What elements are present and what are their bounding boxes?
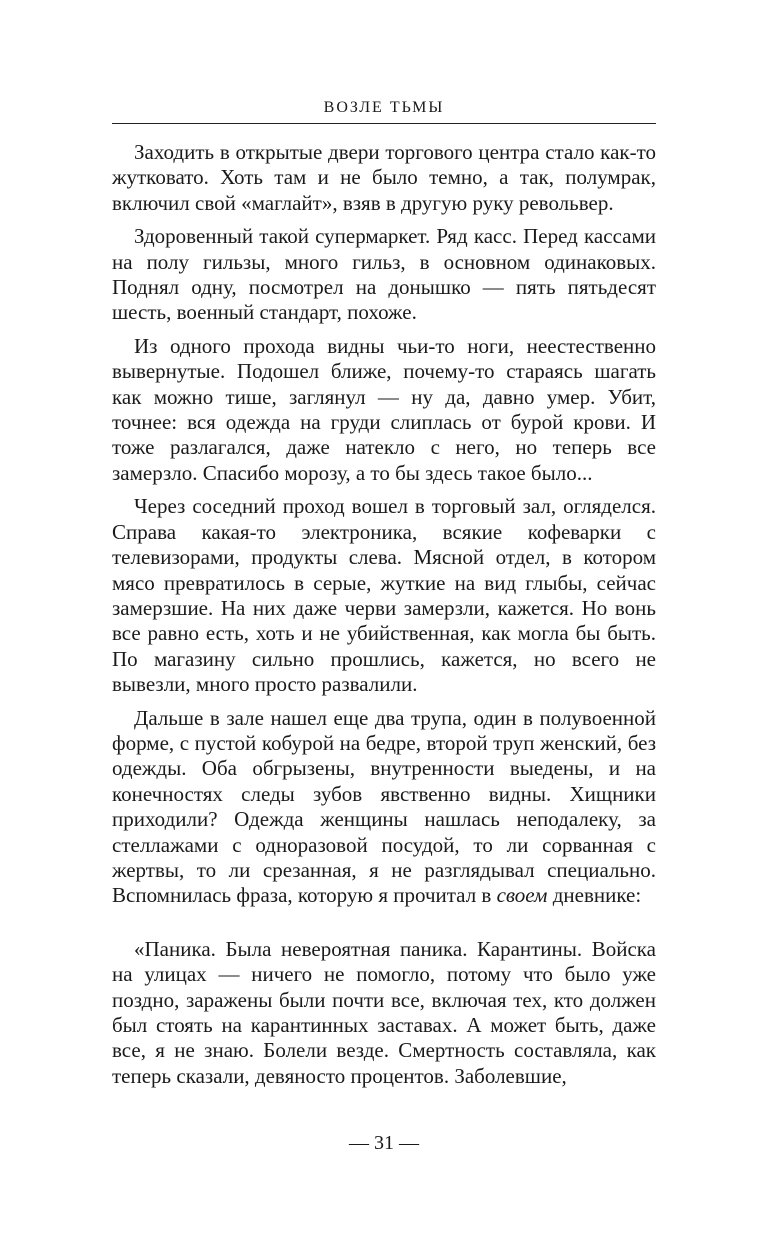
- paragraph-text: Дальше в зале нашел еще два трупа, один в полувоенной форме, с пустой кобурой на бедре, второй труп женский, без одежды. Оба обгрызены, внутренности выедены, и на конечностях следы зубов явственно видны. Хищники приходили? Одежда женщины нашлась неподалеку, за стеллажами с одноразовой посудой, то ли сорванная с жертвы, то ли срезанная, я не разглядывал специально. Вспомнилась фраза, которую я прочитал в: [112, 705, 656, 908]
- paragraph: Здоровенный такой супермаркет. Ряд касс. Перед кассами на полу гильзы, много гильз, в основном одинаковых. Поднял одну, посмотрел на донышко — пять пятьдесят шесть, военный стандарт, похоже.: [112, 224, 656, 325]
- page-number: — 31 —: [349, 1132, 419, 1154]
- running-title: ВОЗЛЕ ТЬМЫ: [323, 99, 445, 116]
- diary-quote-paragraph: «Паника. Была невероятная паника. Карантины. Войска на улицах — ничего не помогло, потому что было уже поздно, заражены были почти все, включая тех, кто должен был стоять на карантинных заставах. А может быть, даже все, я не знаю. Болели везде. Смертность составляла, как теперь сказали, девяносто процентов. Заболевшие,: [112, 936, 656, 1088]
- paragraph: Заходить в открытые двери торгового центра стало как-то жутковато. Хоть там и не было темно, а так, полумрак, включил свой «маглайт», взяв в другую руку револьвер.: [112, 140, 656, 215]
- header-rule: [112, 123, 656, 124]
- paragraph: Из одного прохода видны чьи-то ноги, неестественно вывернутые. Подошел ближе, почему-то стараясь шагать как можно тише, заглянул — ну да, давно умер. Убит, точнее: вся одежда на груди слиплась от бурой крови. И тоже разлагался, даже натекло с него, но теперь все замерзло. Спасибо морозу, а то бы здесь такое было...: [112, 333, 656, 485]
- paragraph-text-end: дневнике:: [547, 883, 642, 908]
- paragraph: Через соседний проход вошел в торговый зал, огляделся. Справа какая-то электроника, всякие кофеварки с телевизорами, продукты слева. Мясной отдел, в котором мясо превратилось в серые, жуткие на вид глыбы, сейчас замерзшие. На них даже черви замерзли, кажется. Но вонь все равно есть, хоть и не убийственная, как могла бы быть. По магазину сильно прошлись, кажется, но всего не вывезли, много просто развалили.: [112, 494, 656, 697]
- paragraph: [112, 706, 656, 909]
- body-text: [112, 140, 656, 1097]
- emphasized-word: своем: [496, 883, 548, 908]
